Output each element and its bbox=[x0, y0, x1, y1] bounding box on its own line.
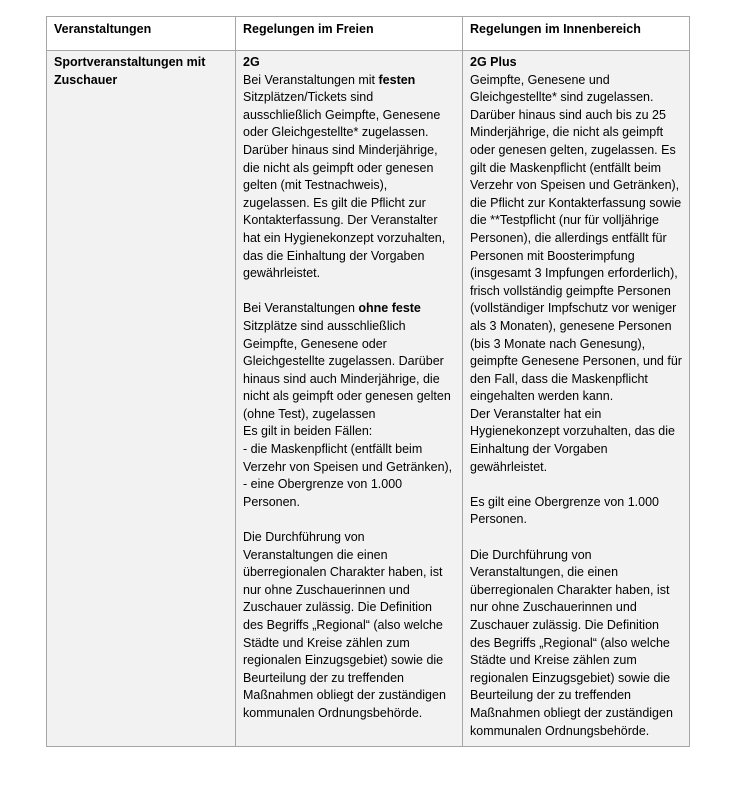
outdoor-rules-cell bbox=[236, 51, 463, 747]
outdoor-both-cases-intro: Es gilt in beiden Fällen: bbox=[243, 424, 373, 439]
header-outdoor-rules: Regelungen im Freien bbox=[236, 17, 463, 51]
outdoor-limit-rule: - eine Obergrenze von 1.000 Personen. bbox=[243, 477, 403, 509]
outdoor-rule-heading: 2G bbox=[243, 55, 260, 69]
header-indoor-rules: Regelungen im Innenbereich bbox=[463, 17, 690, 51]
indoor-hygiene-concept: Der Veranstalter hat ein Hygienekonzept vorzuhalten, das die Einhaltung der Vorgaben gewährleistet. bbox=[470, 406, 675, 474]
outdoor-p1-emphasis: festen bbox=[378, 72, 416, 87]
table-header-row bbox=[47, 17, 690, 51]
event-type-cell: Sportveranstaltungen mit Zuschauer bbox=[47, 51, 236, 747]
table-row bbox=[47, 51, 690, 747]
outdoor-p2-emphasis: ohne feste bbox=[358, 301, 421, 316]
indoor-rules-cell bbox=[463, 51, 690, 747]
header-events: Veranstaltungen bbox=[47, 17, 236, 51]
outdoor-paragraph-no-fixed-seats bbox=[243, 300, 455, 423]
indoor-rule-heading: 2G Plus bbox=[470, 55, 517, 69]
outdoor-mask-rule: - die Maskenpflicht (entfällt beim Verzehr von Speisen und Getränken), bbox=[243, 442, 453, 474]
outdoor-paragraph-supraregional: Die Durchführung von Veranstaltungen die einen überregionalen Charakter haben, ist nur ohne Zuschauerinnen und Zuschauer zulässig. Die Definition des Begriffs „Regional“ (also welche Städte und Kreise zählen zum regionalen Einzugsgebiet) sowie die Beurteilung der zu treffenden Maßnahmen obliegt der zuständigen kommunalen Ordnungsbehörde. bbox=[243, 530, 446, 720]
regulations-table bbox=[46, 16, 690, 747]
indoor-paragraph-admission: Geimpfte, Genesene und Gleichgestellte* sind zugelassen. Darüber hinaus sind auch bis zu 25 Minderjährige, die nicht als geimpft oder genesen gelten, zugelassen. Es gilt die Maskenpflicht (entfällt beim Verzehr von Speisen und Getränken), die Pflicht zur Kontakterfassung sowie die **Testpflicht (nur für volljährige Personen), die allerdings entfällt für Personen mit Boosterimpfung (insgesamt 3 Impfungen erforderlich), frisch vollständig geimpfte Personen (vollständiger Impfschutz vor weniger als 3 Monaten), genesene Personen (bis 3 Monate nach Genesung), geimpfte Genesene Personen, und für den Fall, dass die Maskenpflicht eingehalten werden kann. bbox=[470, 72, 682, 404]
outdoor-p1-text: Bei Veranstaltungen mit bbox=[243, 72, 379, 87]
indoor-limit-rule: Es gilt eine Obergrenze von 1.000 Personen. bbox=[470, 494, 660, 527]
indoor-paragraph-supraregional: Die Durchführung von Veranstaltungen, die einen überregionalen Charakter haben, ist nur ohne Zuschauerinnen und Zuschauer zulässig. Die Definition des Begriffs „Regional“ (also welche Städte und Kreise zählen zum regionalen Einzugsgebiet) sowie die Beurteilung der zu treffenden Maßnahmen obliegt der zuständigen kommunalen Ordnungsbehörde. bbox=[470, 547, 673, 738]
outdoor-p2-text: Bei Veranstaltungen bbox=[243, 301, 359, 316]
outdoor-paragraph-fixed-seats bbox=[243, 72, 455, 283]
outdoor-p2-text-rest: Sitzplätze sind ausschließlich Geimpfte, Genesene oder Gleichgestellte zugelassen. Darüber hinaus sind auch Minderjährige, die nicht als geimpft oder genesen gelten (ohne Test), zugelassen bbox=[243, 318, 451, 421]
outdoor-p1-text-rest: Sitzplätzen/Tickets sind ausschließlich Geimpfte, Genesene oder Gleichgestellte* zugelassen. Darüber hinaus sind Minderjährige, die nicht als geimpft oder genesen gelten (mit Testnachweis), zugelassen. Es gilt die Pflicht zur Kontakterfassung. Der Veranstalter hat ein Hygienekonzept vorzuhalten, das die Einhaltung der Vorgaben gewährleistet. bbox=[243, 90, 446, 281]
